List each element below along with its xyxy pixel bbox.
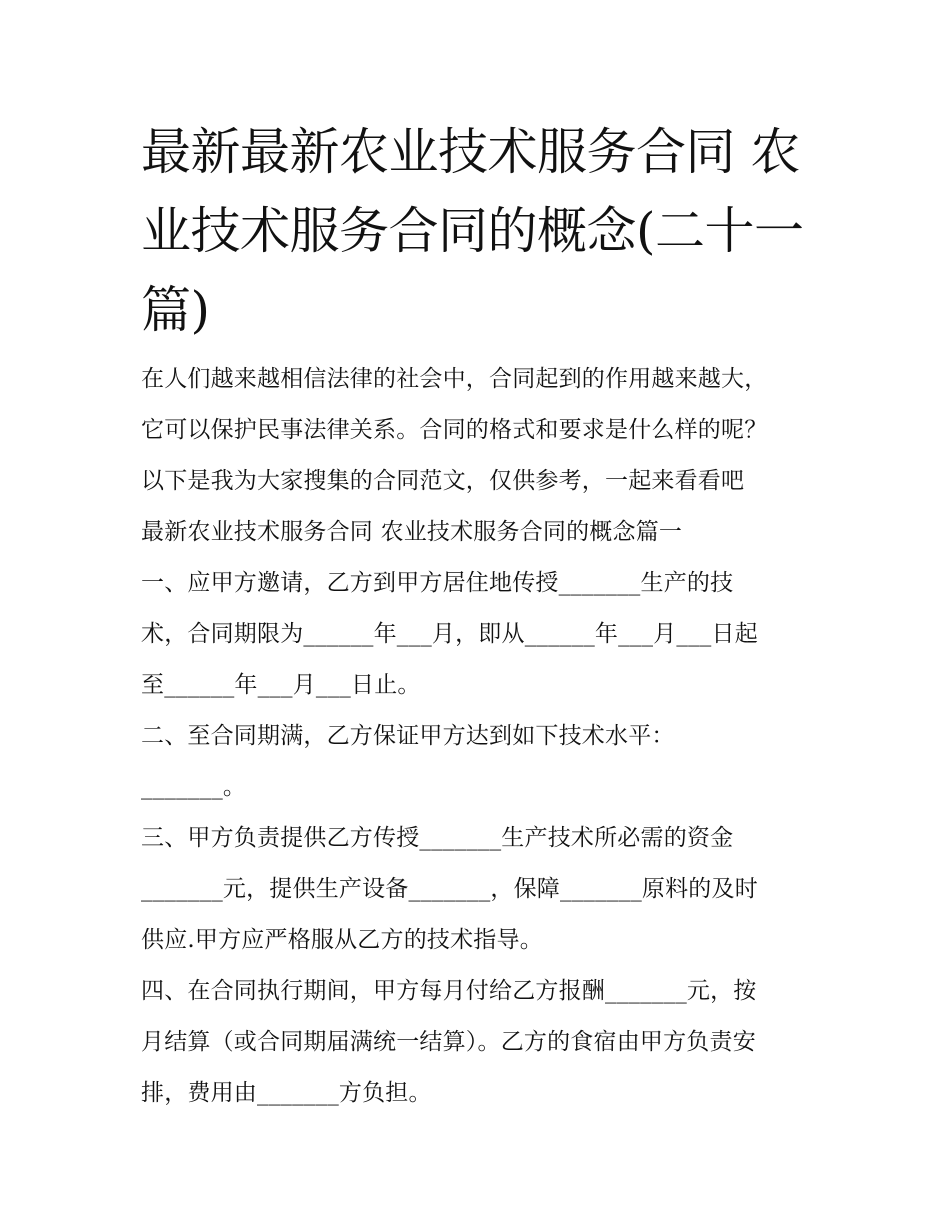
clause-line: 三、甲方负责提供乙方传授_______生产技术所必需的资金 bbox=[141, 825, 734, 851]
clause-line: 月结算（或合同期届满统一结算）。乙方的食宿由甲方负责安 bbox=[141, 1029, 756, 1055]
clause-line: 一、应甲方邀请，乙方到甲方居住地传授_______生产的技 bbox=[141, 570, 734, 596]
body-line: 在人们越来越相信法律的社会中，合同起到的作用越来越大， bbox=[141, 366, 768, 392]
clause-line: 术，合同期限为______年___月，即从______年___月___日起 bbox=[141, 621, 758, 647]
clause-line: _______。 bbox=[141, 774, 247, 800]
clause-line: 排，费用由_______方负担。 bbox=[141, 1080, 432, 1106]
document-body bbox=[141, 354, 821, 1119]
body-line: 它可以保护民事法律关系。合同的格式和要求是什么样的呢？ bbox=[141, 417, 768, 443]
clause-line: 供应.甲方应严格服从乙方的技术指导。 bbox=[141, 927, 543, 953]
body-line: 以下是我为大家搜集的合同范文，仅供参考，一起来看看吧 bbox=[141, 468, 745, 494]
section-heading: 最新农业技术服务合同 农业技术服务合同的概念篇一 bbox=[141, 519, 683, 545]
document-title: 最新最新农业技术服务合同 农业技术服务合同的概念(二十一篇) bbox=[141, 123, 804, 339]
clause-line: 二、至合同期满，乙方保证甲方达到如下技术水平： bbox=[141, 723, 675, 749]
clause-line: 四、在合同执行期间，甲方每月付给乙方报酬_______元，按 bbox=[141, 978, 757, 1004]
clause-line: 至______年___月___日止。 bbox=[141, 672, 421, 698]
clause-line: _______元，提供生产设备_______，保障_______原料的及时 bbox=[141, 876, 758, 902]
